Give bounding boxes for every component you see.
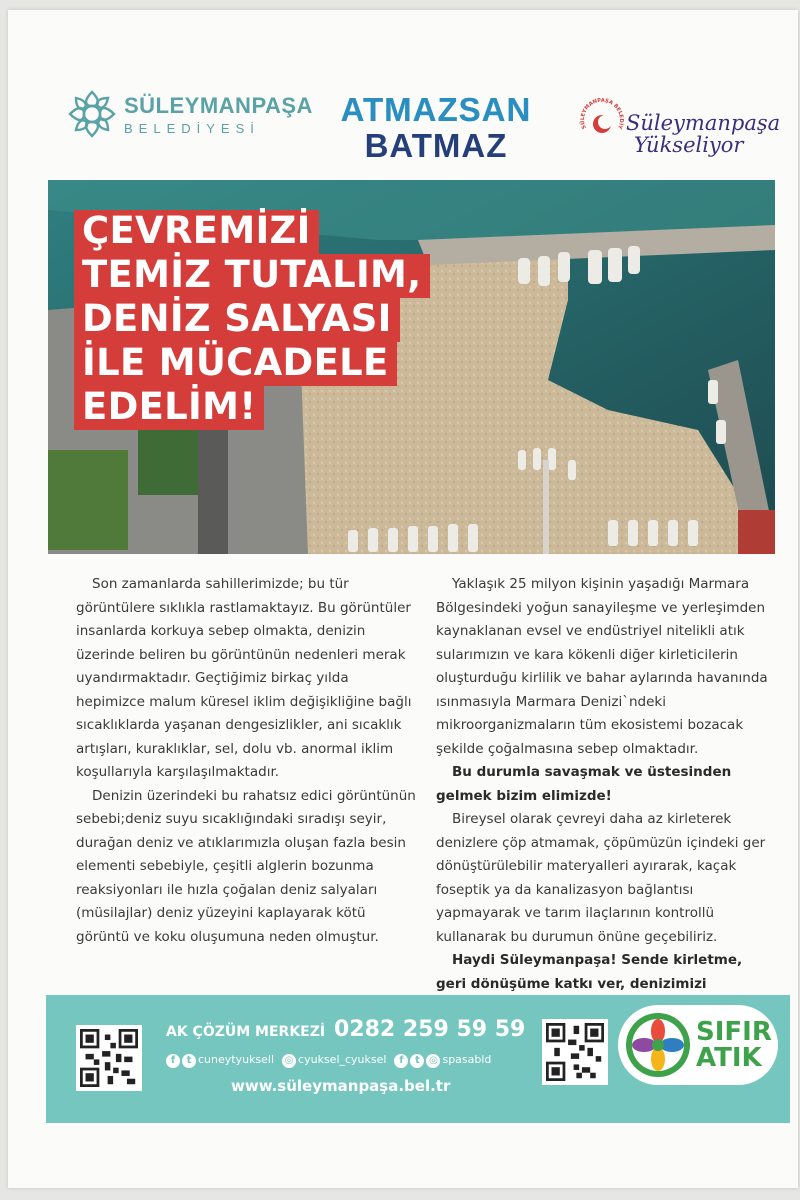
social-links xyxy=(166,1053,491,1068)
hero-aerial-photo xyxy=(48,180,775,554)
social-link-3[interactable] xyxy=(394,1053,491,1068)
facebook-icon: f xyxy=(394,1054,408,1068)
social-handle: spasabld xyxy=(442,1053,492,1066)
headline-line: DENİZ SALYASI xyxy=(74,298,400,342)
social-link-2[interactable] xyxy=(282,1053,386,1068)
headline-line: TEMİZ TUTALIM, xyxy=(74,254,430,298)
logo-script-line-1: Süleymanpaşa xyxy=(626,111,781,135)
qr-code-icon xyxy=(546,1023,604,1081)
contact-center-label: AK ÇÖZÜM MERKEZİ xyxy=(166,1024,326,1040)
bold-callout: Haydi Süleymanpaşa! Sende kirletme, geri dönüşüme katkı ver, denizimizi xyxy=(436,952,743,992)
paragraph: Bireysel olarak çevreyi daha az kirleterek denizlere çöp atmamak, çöpümüzün içindeki ger dönüştürülebilir materyalleri ayırarak, kaçak foseptik ya da kanalizasyon bağlantısı yapmayarak ve tarım ilaçlarının kontrollü kullanarak bu durumun önüne geçebiliriz. xyxy=(436,811,766,945)
bold-callout: Bu durumla savaşmak ve üstesinden gelmek bizim elimizde! xyxy=(436,764,732,804)
twitter-icon: t xyxy=(182,1054,196,1068)
seal-text: SÜLEYMANPAŞA BELEDİY xyxy=(579,98,625,130)
contact-center xyxy=(166,1017,525,1042)
instagram-icon: ◎ xyxy=(426,1054,440,1068)
zero-waste-flower-icon xyxy=(624,1011,692,1079)
municipality-emblem-icon xyxy=(66,88,118,140)
article-column-left xyxy=(76,573,416,949)
qr-code-left[interactable] xyxy=(76,1025,142,1091)
social-handle: cuneytyuksell xyxy=(198,1053,275,1066)
slogan-line-1: ATMAZSAN xyxy=(320,92,552,128)
paragraph: Son zamanlarda sahillerimizde; bu tür görüntülere sıklıkla rastlamaktayız. Bu görüntüler insanlarda korkuya sebep olmakta, denizin üzerinde beliren bu görüntünün nedenleri merak uyandırmaktadır. Geçtiğimiz birkaç yılda hepimizce malum küresel iklim değişikliğine bağlı sıcaklıklarda yaşanan dengesizlikler, ani sıcaklık artışları, kuraklıklar, sel, dolu vb. anormal iklim koşullarıyla karşılaşılmaktadır. xyxy=(76,576,412,780)
website-link[interactable]: www.süleymanpaşa.bel.tr xyxy=(231,1077,451,1095)
badge-line-1: SIFIR xyxy=(696,1017,772,1047)
logo-title: SÜLEYMANPAŞA xyxy=(124,92,313,118)
flyer-page xyxy=(8,10,798,1188)
social-link-1[interactable] xyxy=(166,1053,274,1068)
suleymanpasa-belediyesi-logo xyxy=(66,88,313,140)
suleymanpasa-yukseliyor-logo xyxy=(578,90,781,180)
campaign-slogan xyxy=(320,92,552,165)
header xyxy=(8,10,798,190)
logo-script-line-2: Yükseliyor xyxy=(634,133,744,158)
sifir-atik-badge xyxy=(618,1005,778,1085)
qr-code-right[interactable] xyxy=(542,1019,608,1085)
headline-block xyxy=(74,210,430,430)
headline-line: İLE MÜCADELE xyxy=(74,342,397,386)
qr-code-icon xyxy=(80,1029,138,1087)
logo-subtitle: BELEDİYESİ xyxy=(124,120,260,136)
footer-band xyxy=(46,995,790,1123)
article-column-right xyxy=(436,573,776,1020)
social-handle: cyuksel_cyuksel xyxy=(298,1053,387,1066)
paragraph: Denizin üzerindeki bu rahatsız edici görüntünün sebebi;deniz suyu sıcaklığındaki sıradışı seyir, durağan deniz ve atıklarımızla oluşan fazla besin elementi sebebiyle, çeşitli alglerin bozunma reaksiyonları ile hızla çoğalan deniz salyaları (müsilajlar) deniz yüzeyini kaplayarak kötü görüntü ve koku oluşumuna neden olmuştur. xyxy=(76,787,416,945)
twitter-icon: t xyxy=(410,1054,424,1068)
facebook-icon: f xyxy=(166,1054,180,1068)
instagram-icon: ◎ xyxy=(282,1054,296,1068)
phone-number[interactable]: 0282 259 59 59 xyxy=(333,1017,526,1042)
badge-line-2: ATIK xyxy=(696,1043,762,1073)
seal-icon xyxy=(578,98,626,146)
headline-line: EDELİM! xyxy=(74,386,264,430)
slogan-line-2: BATMAZ xyxy=(364,127,508,165)
paragraph: Yaklaşık 25 milyon kişinin yaşadığı Marmara Bölgesindeki yoğun sanayileşme ve yerleşimden kaynaklanan evsel ve endüstriyel nitelikli atık sularımızın ve kara kökenli diğer kirleticilerin oluşturduğu kirlilik ve bahar aylarında havanında ısınmasıyla Marmara Denizi`ndeki mikroorganizmaların tüm ekosistemi bozacak şekilde çoğalmasına sebep olmaktadır. xyxy=(436,576,768,757)
headline-line: ÇEVREMİZİ xyxy=(74,210,319,254)
